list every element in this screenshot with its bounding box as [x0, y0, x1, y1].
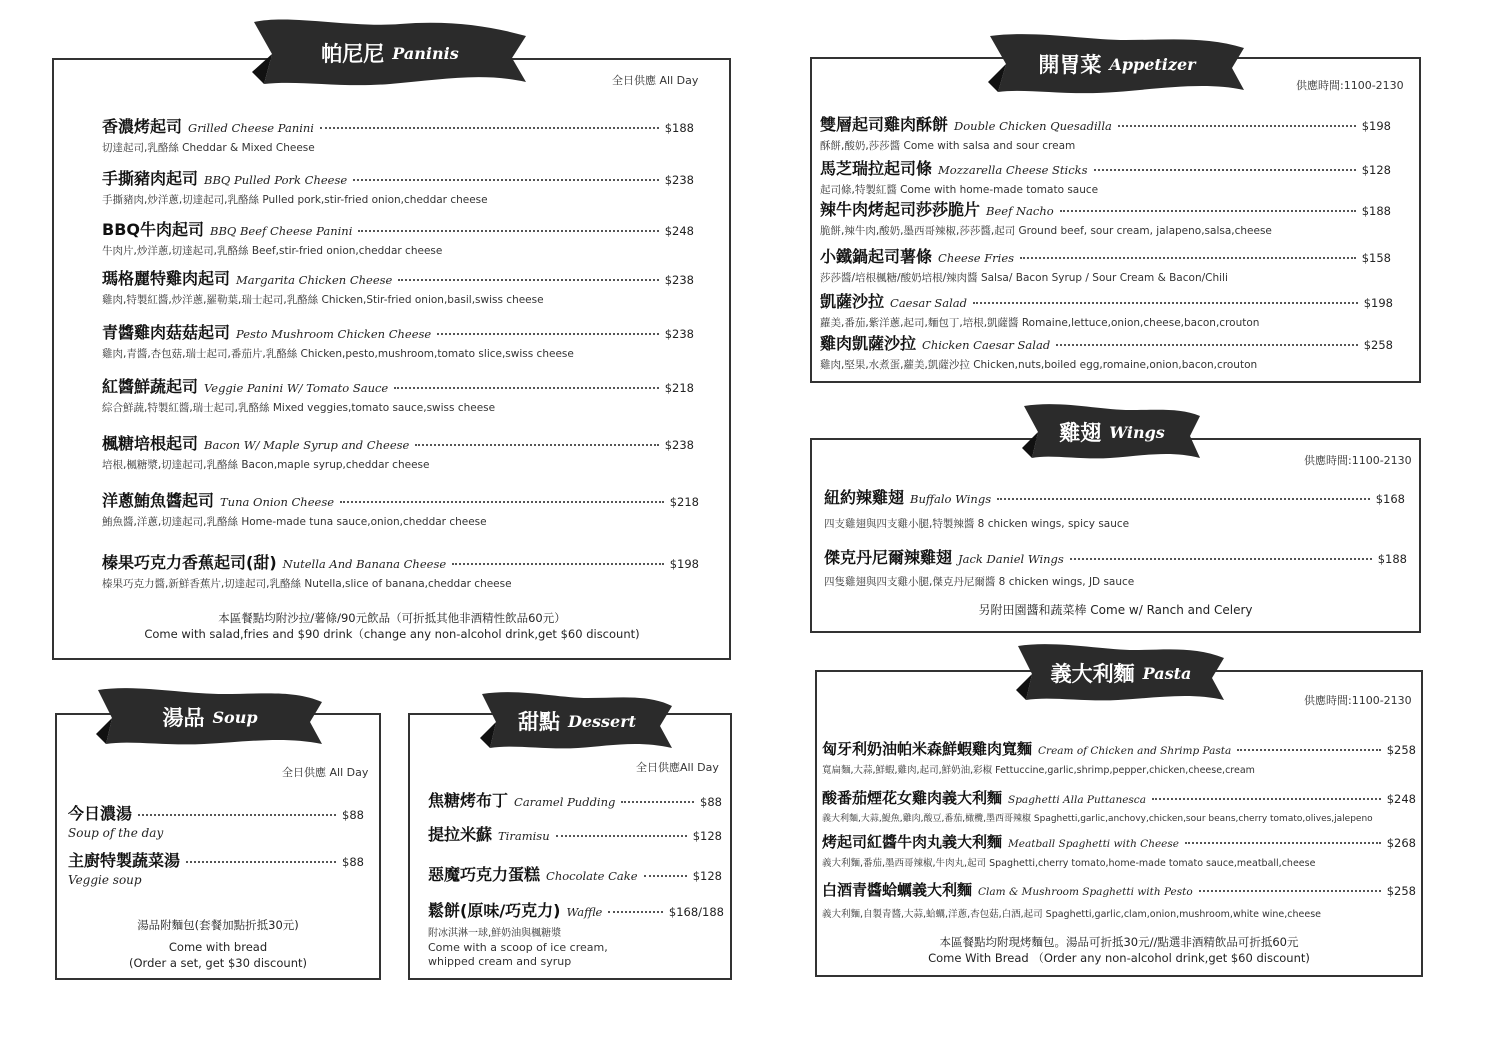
item-description: 酥餅,酸奶,莎莎醬 Come with salsa and sour cream	[820, 140, 1076, 152]
item-price: $198	[1361, 119, 1391, 133]
wings-item	[824, 545, 1407, 589]
panini-item	[102, 114, 694, 155]
leader-dots	[997, 498, 1370, 500]
paninis-footer-en: Come with salad,fries and $90 drink（change any non-alcohol drink,get $60 discount)	[144, 627, 640, 641]
item-description: 四隻雞翅與四支雞小腿,傑克丹尼爾醬 8 chicken wings, JD sauce	[824, 576, 1135, 588]
item-name-en: Tiramisu	[498, 829, 550, 843]
leader-dots	[1118, 125, 1356, 127]
item-price: $258	[1363, 338, 1393, 352]
item-price: $158	[1361, 251, 1391, 265]
panini-item	[102, 266, 694, 307]
leader-dots	[1237, 749, 1380, 751]
pasta-footer-en: Come With Bread （Order any non-alcohol drink,get $60 discount)	[928, 951, 1310, 965]
item-name-zh: 焦糖烤布丁	[428, 791, 509, 810]
item-description: 脆餅,辣牛肉,酸奶,墨西哥辣椒,莎莎醬,起司 Ground beef, sour cream, jalapeno,salsa,cheese	[820, 225, 1272, 237]
item-description-zh: 附冰淇淋一球,鮮奶油與楓糖漿	[428, 928, 562, 939]
item-price: $258	[1386, 884, 1416, 898]
panini-item	[102, 488, 699, 529]
pasta-title-zh: 義大利麵	[1050, 662, 1135, 686]
soup-footer	[57, 917, 379, 971]
item-name-en: Veggie Panini W/ Tomato Sauce	[204, 381, 389, 395]
paninis-hours: 全日供應 All Day	[612, 74, 699, 87]
item-name-en: Chocolate Cake	[546, 869, 638, 883]
item-name-en: Margarita Chicken Cheese	[236, 273, 393, 287]
appetizer-banner	[986, 30, 1248, 98]
item-price: $198	[1363, 296, 1393, 310]
leader-dots	[1060, 210, 1356, 212]
item-name-en: Caesar Salad	[890, 296, 968, 310]
item-name-en: Waffle	[566, 905, 603, 919]
pasta-footer	[820, 934, 1418, 966]
item-name-zh: 馬芝瑞拉起司條	[820, 159, 933, 178]
item-name-en: Double Chicken Quesadilla	[954, 119, 1112, 133]
item-price: $188	[1361, 204, 1391, 218]
item-price: $268	[1386, 836, 1416, 850]
item-name-zh: 惡魔巧克力蛋糕	[428, 865, 541, 884]
leader-dots	[1152, 798, 1381, 800]
item-name-zh: 凱薩沙拉	[820, 292, 885, 311]
pasta-item	[822, 831, 1416, 869]
dessert-item	[428, 822, 722, 845]
item-price: $258	[1386, 743, 1416, 757]
dessert-title-zh: 甜點	[517, 710, 560, 734]
item-name-en: Pesto Mushroom Chicken Cheese	[236, 327, 432, 341]
item-name-en: Mozzarella Cheese Sticks	[938, 163, 1088, 177]
leader-dots	[398, 279, 658, 281]
leader-dots	[353, 179, 659, 181]
item-name-zh: 今日濃湯	[68, 804, 133, 823]
leader-dots	[1199, 890, 1381, 892]
item-name-en: Clam & Mushroom Spaghetti with Pesto	[978, 886, 1193, 898]
leader-dots	[1056, 344, 1358, 346]
item-name-zh: 青醬雞肉菇菇起司	[102, 323, 231, 342]
dessert-item	[428, 898, 724, 968]
soup-banner	[94, 684, 326, 750]
item-price: $238	[664, 273, 694, 287]
item-name-zh: 紅醬鮮蔬起司	[102, 377, 199, 396]
item-price: $248	[1386, 792, 1416, 806]
soup-footer-zh: 湯品附麵包(套餐加點折抵30元)	[137, 918, 299, 932]
panini-item	[102, 320, 694, 361]
item-description: 牛肉片,炒洋蔥,切達起司,乳酪絲 Beef,stir-fried onion,cheddar cheese	[102, 245, 443, 257]
item-description: 手撕豬肉,炒洋蔥,切達起司,乳酪絲 Pulled pork,stir-fried onion,cheddar cheese	[102, 194, 488, 206]
item-price: $88	[342, 808, 364, 822]
soup-hours: 全日供應 All Day	[282, 766, 369, 779]
item-name-zh: 紐約辣雞翅	[824, 488, 905, 507]
item-description: 雞肉,特製紅醬,炒洋蔥,羅勒葉,瑞士起司,乳酪絲 Chicken,Stir-fried onion,basil,swiss cheese	[102, 294, 544, 306]
item-name-zh: 鬆餅(原味/巧克力)	[428, 901, 561, 920]
item-price: $218	[664, 381, 694, 395]
appetizer-hours: 供應時間:1100-2130	[1296, 79, 1404, 92]
item-name-zh: BBQ牛肉起司	[102, 220, 204, 239]
paninis-footer-zh: 本區餐點均附沙拉/薯條/90元飲品（可折抵其他非酒精性飲品60元）	[218, 611, 566, 625]
item-name-en: Soup of the day	[68, 826, 164, 840]
dessert-banner	[478, 688, 676, 754]
leader-dots	[340, 501, 664, 503]
leader-dots	[644, 875, 687, 877]
item-name-en: Spaghetti Alla Puttanesca	[1008, 794, 1146, 806]
item-description: 蘿美,番茄,紫洋蔥,起司,麵包丁,培根,凱薩醬 Romaine,lettuce,onion,cheese,bacon,crouton	[820, 317, 1260, 329]
appetizer-item	[820, 244, 1391, 285]
pasta-item	[822, 879, 1416, 920]
appetizer-item	[820, 331, 1393, 372]
item-price: $238	[664, 327, 694, 341]
item-name-en: Caramel Pudding	[514, 795, 616, 809]
pasta-title-en: Pasta	[1142, 663, 1192, 683]
soup-title-zh: 湯品	[162, 706, 205, 730]
soup-title-en: Soup	[212, 707, 258, 727]
item-name-en: Grilled Cheese Panini	[188, 121, 314, 135]
item-name-en: Chicken Caesar Salad	[922, 338, 1051, 352]
paninis-footer	[60, 610, 724, 642]
appetizer-title-zh: 開胃菜	[1038, 53, 1102, 77]
dessert-item	[428, 788, 722, 811]
item-name-zh: 傑克丹尼爾辣雞翅	[824, 548, 953, 567]
wings-banner	[1020, 400, 1204, 464]
dessert-hours: 全日供應All Day	[636, 761, 719, 774]
appetizer-item	[820, 112, 1391, 153]
item-name-zh: 酸番茄煙花女雞肉義大利麵	[822, 789, 1003, 807]
leader-dots	[320, 127, 659, 129]
item-name-en: Jack Daniel Wings	[958, 552, 1064, 566]
pasta-banner	[1014, 640, 1228, 706]
item-price: $218	[669, 495, 699, 509]
item-name-zh: 香濃烤起司	[102, 117, 183, 136]
item-price: $248	[664, 224, 694, 238]
item-name-zh: 雞肉凱薩沙拉	[820, 334, 917, 353]
item-price: $198	[669, 557, 699, 571]
item-description: 義大利麵,自製青醬,大蒜,蛤蠣,洋蔥,杏包菇,白酒,起司 Spaghetti,garlic,clam,onion,mushroom,white wine,cheese	[822, 909, 1321, 920]
soup-item	[68, 801, 364, 840]
paninis-title-en: Paninis	[392, 43, 459, 63]
item-description: 起司條,特製紅醬 Come with home-made tomato sauce	[820, 184, 1099, 196]
item-description: 綜合鮮蔬,特製紅醬,瑞士起司,乳酪絲 Mixed veggies,tomato sauce,swiss cheese	[102, 402, 496, 414]
item-description: 義大利麵,番茄,墨西哥辣椒,牛肉丸,起司 Spaghetti,cherry tomato,home-made tomato sauce,meatball,cheese	[822, 858, 1316, 869]
item-name-zh: 手撕豬肉起司	[102, 169, 199, 188]
item-name-zh: 辣牛肉烤起司莎莎脆片	[820, 200, 981, 219]
leader-dots	[358, 230, 658, 232]
item-description: 榛果巧克力醬,新鮮香蕉片,切達起司,乳酪絲 Nutella,slice of banana,cheddar cheese	[102, 578, 512, 590]
wings-footer: 另附田園醬和蔬菜棒 Come w/ Ranch and Celery	[978, 603, 1253, 617]
item-name-en: BBQ Beef Cheese Panini	[210, 224, 353, 238]
item-name-zh: 提拉米蘇	[428, 825, 493, 844]
panini-item	[102, 217, 694, 258]
item-description-en: Come with a scoop of ice cream,	[428, 941, 608, 954]
leader-dots	[621, 801, 694, 803]
item-name-zh: 小鐵鍋起司薯條	[820, 247, 933, 266]
item-name-zh: 雙層起司雞肉酥餅	[820, 115, 949, 134]
wings-item	[824, 485, 1405, 531]
appetizer-title-en: Appetizer	[1109, 54, 1196, 74]
appetizer-item	[820, 156, 1391, 197]
item-name-en: Tuna Onion Cheese	[220, 495, 335, 509]
item-description: 寬扁麵,大蒜,鮮蝦,雞肉,起司,鮮奶油,彩椒 Fettuccine,garlic,shrimp,pepper,chicken,cheese,cream	[822, 765, 1255, 776]
item-price: $128	[692, 869, 722, 883]
item-name-zh: 楓糖培根起司	[102, 434, 199, 453]
leader-dots	[394, 387, 658, 389]
item-description: 培根,楓糖漿,切達起司,乳酪絲 Bacon,maple syrup,cheddar cheese	[102, 459, 430, 471]
item-description: 雞肉,堅果,水煮蛋,蘿美,凱薩沙拉 Chicken,nuts,boiled egg,romaine,onion,bacon,crouton	[820, 359, 1258, 371]
panini-item	[102, 166, 694, 207]
item-price: $238	[664, 438, 694, 452]
soup-footer-en-2: (Order a set, get $30 discount)	[129, 956, 307, 970]
leader-dots	[973, 302, 1358, 304]
pasta-footer-zh: 本區餐點均附現烤麵包。湯品可折抵30元//點選非酒精飲品可折抵60元	[939, 935, 1299, 949]
item-description-en: whipped cream and syrup	[428, 955, 572, 968]
dessert-item	[428, 862, 722, 885]
item-name-en: Cheese Fries	[938, 251, 1015, 265]
leader-dots	[1185, 842, 1381, 844]
pasta-hours: 供應時間:1100-2130	[1304, 694, 1412, 707]
item-price: $188	[1377, 552, 1407, 566]
item-name-en: Buffalo Wings	[910, 492, 992, 506]
leader-dots	[186, 861, 336, 863]
item-price: $188	[664, 121, 694, 135]
item-name-zh: 榛果巧克力香蕉起司(甜)	[102, 553, 277, 572]
appetizer-item	[820, 197, 1391, 238]
panini-item	[102, 431, 694, 472]
item-name-zh: 瑪格麗特雞肉起司	[102, 269, 231, 288]
leader-dots	[437, 333, 658, 335]
soup-footer-en-1: Come with bread	[168, 940, 268, 954]
item-description: 義大利麵,大蒜,鯷魚,雞肉,酸豆,番茄,橄欖,墨西哥辣椒 Spaghetti,garlic,anchovy,chicken,sour beans,cherry tomato,olives,jalepeno	[822, 814, 1373, 824]
item-name-en: Meatball Spaghetti with Cheese	[1008, 838, 1179, 850]
leader-dots	[452, 563, 664, 565]
item-name-en: Bacon W/ Maple Syrup and Cheese	[204, 438, 410, 452]
item-name-en: BBQ Pulled Pork Cheese	[204, 173, 348, 187]
item-price: $88	[700, 795, 722, 809]
leader-dots	[415, 444, 658, 446]
item-price: $238	[664, 173, 694, 187]
leader-dots	[1094, 169, 1356, 171]
dessert-title-en: Dessert	[567, 711, 637, 731]
item-description: 四支雞翅與四支雞小腿,特製辣醬 8 chicken wings, spicy sauce	[824, 518, 1130, 530]
item-price: $128	[1361, 163, 1391, 177]
paninis-title-zh: 帕尼尼	[321, 42, 385, 66]
wings-hours: 供應時間:1100-2130	[1304, 454, 1412, 467]
item-price: $168/188	[668, 905, 724, 919]
item-price: $168	[1375, 492, 1405, 506]
item-name-zh: 匈牙利奶油帕米森鮮蝦雞肉寬麵	[822, 740, 1033, 758]
item-name-en: Cream of Chicken and Shrimp Pasta	[1038, 745, 1232, 757]
leader-dots	[138, 814, 336, 816]
pasta-item	[822, 787, 1416, 824]
item-description: 鮪魚醬,洋蔥,切達起司,乳酪絲 Home-made tuna sauce,onion,cheddar cheese	[102, 516, 487, 528]
item-price: $128	[692, 829, 722, 843]
item-description: 切達起司,乳酪絲 Cheddar & Mixed Cheese	[102, 142, 315, 154]
item-name-zh: 白酒青醬蛤蠣義大利麵	[822, 881, 973, 899]
leader-dots	[608, 911, 663, 913]
item-description: 雞肉,青醬,杏包菇,瑞士起司,番茄片,乳酪絲 Chicken,pesto,mushroom,tomato slice,swiss cheese	[102, 348, 574, 360]
leader-dots	[556, 835, 687, 837]
leader-dots	[1020, 257, 1356, 259]
item-name-en: Beef Nacho	[986, 204, 1054, 218]
item-name-zh: 洋蔥鮪魚醬起司	[102, 491, 215, 510]
soup-item	[68, 848, 364, 887]
wings-title-en: Wings	[1109, 422, 1165, 442]
paninis-banner	[250, 14, 530, 92]
item-name-zh: 主廚特製蔬菜湯	[68, 851, 181, 870]
item-name-zh: 烤起司紅醬牛肉丸義大利麵	[822, 833, 1003, 851]
panini-item	[102, 550, 699, 591]
leader-dots	[1070, 558, 1372, 560]
pasta-item	[822, 738, 1416, 776]
item-price: $88	[342, 855, 364, 869]
item-name-en: Veggie soup	[68, 873, 142, 887]
panini-item	[102, 374, 694, 415]
item-description: 莎莎醬/培根楓糖/酸奶培根/辣肉醬 Salsa/ Bacon Syrup / Sour Cream & Bacon/Chili	[820, 272, 1228, 284]
appetizer-item	[820, 289, 1393, 330]
wings-title-zh: 雞翅	[1059, 421, 1102, 445]
item-name-en: Nutella And Banana Cheese	[282, 557, 447, 571]
